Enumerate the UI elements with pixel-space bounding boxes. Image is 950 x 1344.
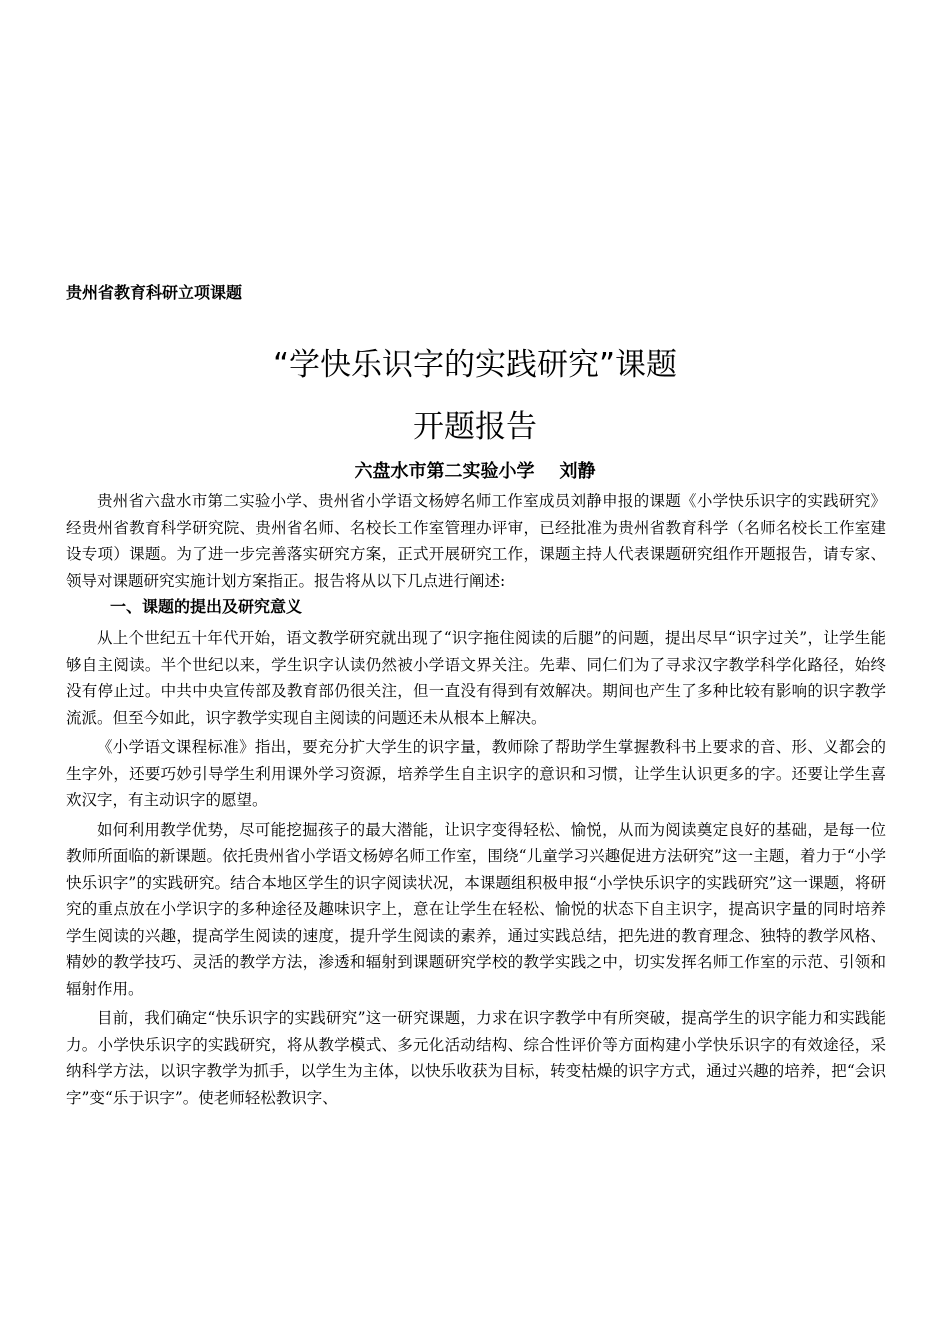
report-body [66,488,886,1111]
intro-paragraph: 贵州省六盘水市第二实验小学、贵州省小学语文杨婷名师工作室成员刘静申报的课题《小学快乐识字的实践研究》经贵州省教育科学研究院、贵州省名师、名校长工作室管理办评审，已经批准为贵州省教育科学（名师名校长工作室建设专项）课题。为了进一步完善落实研究方案，正式开展研究工作，课题主持人代表课题研究组作开题报告，请专家、领导对课题研究实施计划方案指正。报告将从以下几点进行阐述: [66,492,886,590]
author-line: 六盘水市第二实验小学 刘静 [354,461,596,482]
report-subtitle: 开题报告 [413,409,537,445]
section-heading: 一、课题的提出及研究意义 [110,597,303,616]
project-label: 贵州省教育科研立项课题 [66,283,243,302]
body-paragraph: 从上个世纪五十年代开始，语文教学研究就出现了“识字拖住阅读的后腿”的问题，提出尽早“识字过关”，让学生能够自主阅读。半个世纪以来，学生识字认读仍然被小学语文界关注。先辈、同仁们为了寻求汉字教学科学化路径，始终没有停止过。中共中央宣传部及教育部仍很关注，但一直没有得到有效解决。期间也产生了多种比较有影响的识字教学流派。但至今如此，识字教学实现自主阅读的问题还未从根本上解决。 [66,629,886,727]
body-paragraph: 如何利用教学优势，尽可能挖掘孩子的最大潜能，让识字变得轻松、愉悦，从而为阅读奠定良好的基础，是每一位教师所面临的新课题。依托贵州省小学语文杨婷名师工作室，围绕“儿童学习兴趣促进方法研究”这一主题，着力于“小学快乐识字”的实践研究。结合本地区学生的识字阅读状况，本课题组积极申报“小学快乐识字的实践研究”这一课题，将研究的重点放在小学识字的多种途径及趣味识字上，意在让学生在轻松、愉悦的状态下自主识字，提高识字量的同时培养学生阅读的兴趣，提高学生阅读的速度，提升学生阅读的素养，通过实践总结，把先进的教育理念、独特的教学风格、精妙的教学技巧、灵活的教学方法，渗透和辐射到课题研究学校的教学实践之中，切实发挥名师工作室的示范、引领和辐射作用。 [66,820,886,998]
report-title: “学快乐识字的实践研究”课题 [272,347,678,383]
body-paragraph: 《小学语文课程标准》指出，要充分扩大学生的识字量，教师除了帮助学生掌握教科书上要求的音、形、义都会的生字外，还要巧妙引导学生利用课外学习资源，培养学生自主识字的意识和习惯，让学生认识更多的字。还要让学生喜欢汉字，有主动识字的愿望。 [66,738,886,809]
body-paragraph: 目前，我们确定“快乐识字的实践研究”这一研究课题，力求在识字教学中有所突破，提高学生的识字能力和实践能力。小学快乐识字的实践研究，将从教学模式、多元化活动结构、综合性评价等方面构建小学快乐识字的有效途径，采纳科学方法，以识字教学为抓手，以学生为主体，以快乐收获为目标，转变枯燥的识字方式，通过兴趣的培养，把“会识字”变“乐于识字”。使老师轻松教识字、 [66,1009,886,1107]
